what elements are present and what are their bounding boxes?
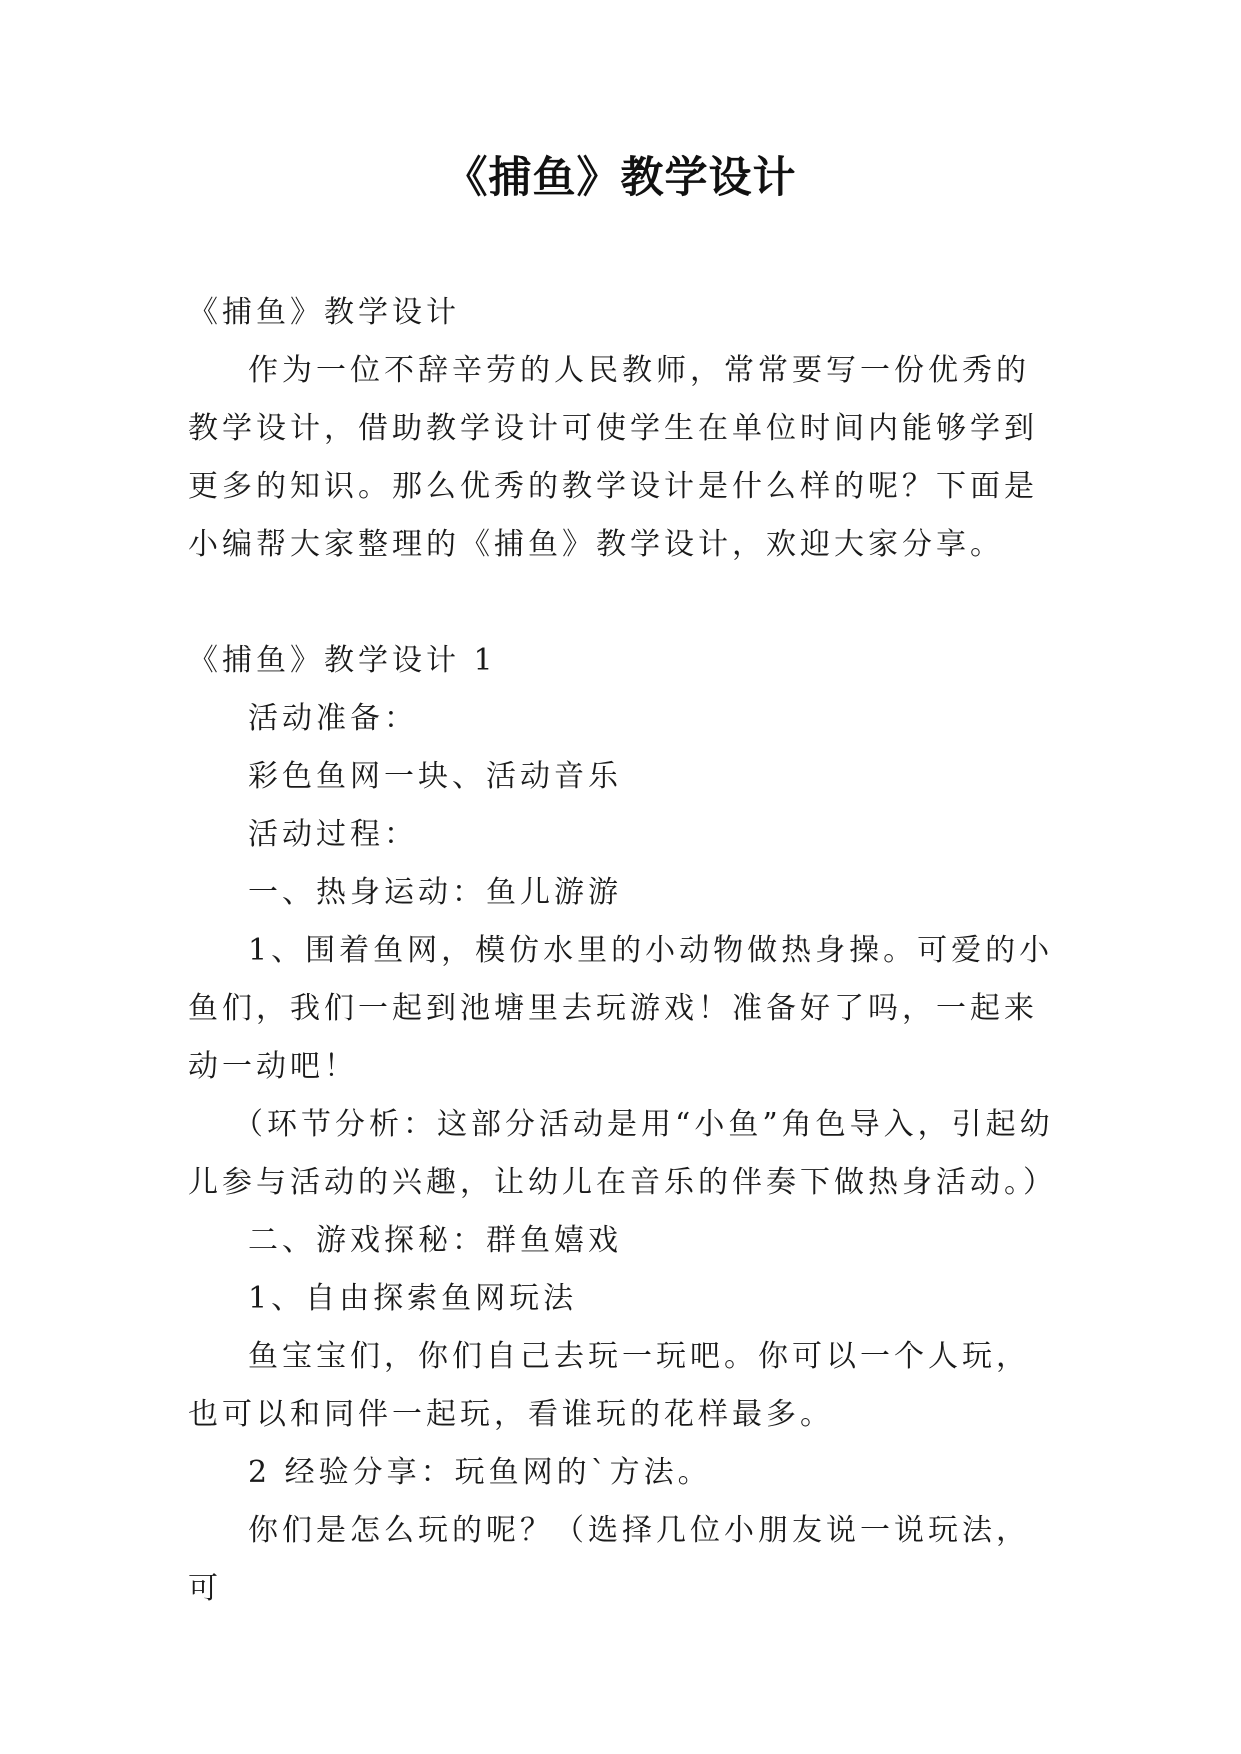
intro-paragraph: 作为一位不辞辛劳的人民教师，常常要写一份优秀的教学设计，借助教学设计可使学生在单位时间内能够学到更多的知识。那么优秀的教学设计是什么样的呢？下面是小编帮大家整理的《捕鱼》教学设计，欢迎大家分享。	[188, 353, 1038, 562]
paragraph-spacer	[188, 574, 1058, 632]
paragraph-activity-process-label: 活动过程：	[248, 817, 418, 852]
paragraph-game-step-1: 1、自由探索鱼网玩法	[248, 1281, 578, 1316]
paragraph-activity-prep-label: 活动准备：	[248, 701, 418, 736]
document-title: 《捕鱼》教学设计	[444, 153, 797, 203]
paragraph-warmup-heading: 一、热身运动：鱼儿游游	[248, 875, 622, 910]
paragraph-game-step-2-detail: 你们是怎么玩的呢？（选择几位小朋友说一说玩法，可	[188, 1513, 1030, 1606]
section-heading-design-1: 《捕鱼》教学设计 1	[188, 643, 497, 678]
paragraph-game-heading: 二、游戏探秘：群鱼嬉戏	[248, 1223, 622, 1258]
paragraph-game-step-2: 2 经验分享：玩鱼网的`方法。	[248, 1455, 712, 1490]
section-heading-intro: 《捕鱼》教学设计	[188, 295, 460, 330]
paragraph-activity-prep-items: 彩色鱼网一块、活动音乐	[248, 759, 622, 794]
document-body	[188, 284, 1058, 1618]
paragraph-warmup-step-1: 1、围着鱼网，模仿水里的小动物做热身操。可爱的小鱼们，我们一起到池塘里去玩游戏！准备好了吗，一起来动一动吧！	[188, 933, 1054, 1084]
paragraph-warmup-analysis: （环节分析：这部分活动是用“小鱼”角色导入，引起幼儿参与活动的兴趣，让幼儿在音乐的伴奏下做热身活动。）	[188, 1107, 1057, 1200]
paragraph-game-step-1-detail: 鱼宝宝们，你们自己去玩一玩吧。你可以一个人玩，也可以和同伴一起玩，看谁玩的花样最多。	[188, 1339, 1030, 1432]
